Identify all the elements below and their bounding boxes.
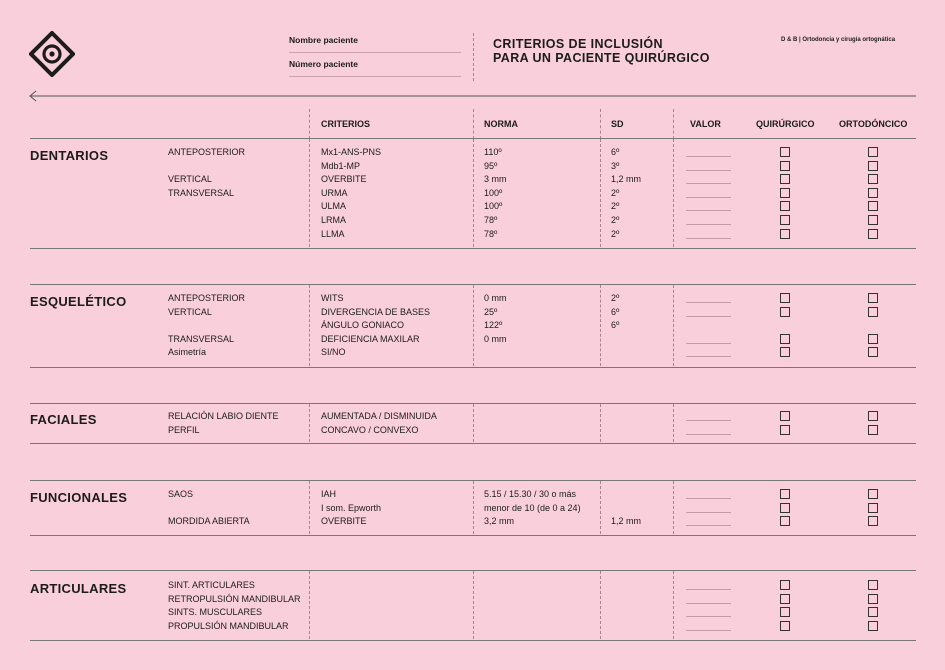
row-category: VERTICAL [168, 174, 212, 185]
section-title: FACIALES [30, 412, 97, 427]
column-divider [473, 109, 474, 139]
row-sd: 2º [611, 228, 620, 239]
quirurgico-checkbox[interactable] [780, 503, 790, 513]
value-input-line[interactable] [686, 498, 731, 499]
value-input-line[interactable] [686, 183, 731, 184]
column-divider [600, 481, 601, 534]
row-sd: 2º [611, 293, 620, 303]
ortodoncico-checkbox[interactable] [868, 334, 878, 344]
row-norm: 3 mm [484, 174, 507, 185]
row-category: ANTEPOSTERIOR [168, 293, 246, 303]
column-header-valor: VALOR [690, 119, 721, 129]
ortodoncico-checkbox[interactable] [868, 425, 878, 435]
ortodoncico-checkbox[interactable] [868, 161, 878, 171]
row-norm: menor de 10 (de 0 a 24) [484, 502, 581, 513]
row-criterion: IAH [321, 489, 337, 499]
column-divider [473, 285, 474, 366]
quirurgico-checkbox[interactable] [780, 594, 790, 604]
ortodoncico-checkbox[interactable] [868, 489, 878, 499]
value-input-line[interactable] [686, 630, 731, 631]
arrow-left-icon[interactable] [28, 89, 916, 101]
row-norm: 122º [484, 320, 503, 331]
quirurgico-checkbox[interactable] [780, 621, 790, 631]
row-category: ANTEPOSTERIOR [168, 147, 246, 157]
value-input-line[interactable] [686, 170, 731, 171]
row-category: RELACIÓN LABIO DIENTE [168, 411, 279, 421]
row-norm: 110º [484, 147, 502, 157]
column-header-ortodoncico: ORTODÓNCICO [839, 119, 908, 129]
row-criterion: SI/NO [321, 347, 346, 358]
row-sd: 1,2 mm [611, 516, 642, 527]
patient-number-label: Número paciente [289, 59, 358, 69]
column-divider [473, 481, 474, 534]
column-divider [309, 571, 310, 639]
column-header-sd: SD [611, 119, 624, 129]
row-norm: 0 mm [484, 333, 507, 344]
section-title: ARTICULARES [30, 581, 127, 596]
row-sd: 6º [611, 320, 620, 331]
column-divider [473, 571, 474, 639]
row-criterion: I som. Epworth [321, 502, 382, 513]
column-header-norma: NORMA [484, 119, 518, 129]
ortodoncico-checkbox[interactable] [868, 347, 878, 357]
row-criterion: LRMA [321, 215, 347, 225]
ortodoncico-checkbox[interactable] [868, 621, 878, 631]
row-category: SINT. ARTICULARES [168, 580, 255, 590]
row-category: VERTICAL [168, 306, 212, 317]
ortodoncico-checkbox[interactable] [868, 147, 878, 157]
quirurgico-checkbox[interactable] [780, 188, 790, 198]
row-criterion: CONCAVO / CONVEXO [321, 424, 419, 435]
column-divider [673, 481, 674, 534]
ortodoncico-checkbox[interactable] [868, 293, 878, 303]
value-input-line[interactable] [686, 343, 731, 344]
column-divider [473, 404, 474, 442]
column-header-quirurgico: QUIRÚRGICO [756, 119, 815, 129]
ortodoncico-checkbox[interactable] [868, 580, 878, 590]
value-input-line[interactable] [686, 420, 731, 421]
quirurgico-checkbox[interactable] [780, 174, 790, 184]
section-bottom-rule [30, 248, 916, 249]
ortodoncico-checkbox[interactable] [868, 188, 878, 198]
section-title: FUNCIONALES [30, 490, 128, 505]
row-category: PERFIL [168, 424, 200, 435]
quirurgico-checkbox[interactable] [780, 229, 790, 239]
column-divider [673, 404, 674, 442]
row-criterion: WITS [321, 293, 344, 303]
quirurgico-checkbox[interactable] [780, 334, 790, 344]
row-criterion: DEFICIENCIA MAXILAR [321, 333, 420, 344]
row-norm: 78º [484, 215, 498, 225]
column-divider [309, 285, 310, 366]
row-norm: 0 mm [484, 293, 507, 303]
quirurgico-checkbox[interactable] [780, 147, 790, 157]
page-title-line2: PARA UN PACIENTE QUIRÚRGICO [493, 51, 710, 65]
column-header-criterios: CRITERIOS [321, 119, 371, 129]
ortodoncico-checkbox[interactable] [868, 594, 878, 604]
value-input-line[interactable] [686, 210, 731, 211]
quirurgico-checkbox[interactable] [780, 161, 790, 171]
diamond-target-logo [29, 31, 75, 77]
row-category: MORDIDA ABIERTA [168, 516, 250, 527]
ortodoncico-checkbox[interactable] [868, 174, 878, 184]
row-sd: 2º [611, 215, 620, 225]
value-input-line[interactable] [686, 156, 731, 157]
section-bottom-rule [30, 367, 916, 368]
quirurgico-checkbox[interactable] [780, 489, 790, 499]
row-criterion: Mdb1-MP [321, 160, 361, 171]
patient-name-field[interactable] [289, 52, 461, 53]
quirurgico-checkbox[interactable] [780, 607, 790, 617]
row-norm: 100º [484, 201, 503, 212]
quirurgico-checkbox[interactable] [780, 307, 790, 317]
row-criterion: OVERBITE [321, 174, 367, 185]
row-category: PROPULSIÓN MANDIBULAR [168, 620, 289, 631]
row-sd: 6º [611, 306, 620, 317]
ortodoncico-checkbox[interactable] [868, 516, 878, 526]
page-title-line1: CRITERIOS DE INCLUSIÓN [493, 37, 663, 51]
quirurgico-checkbox[interactable] [780, 201, 790, 211]
brand-label: D & B | Ortodoncia y cirugía ortognática [781, 37, 896, 43]
value-input-line[interactable] [686, 512, 731, 513]
row-sd: 2º [611, 187, 620, 198]
column-divider [309, 481, 310, 534]
header-divider [473, 33, 474, 81]
ortodoncico-checkbox[interactable] [868, 503, 878, 513]
column-divider [600, 139, 601, 247]
row-norm: 78º [484, 228, 498, 239]
row-criterion: ULMA [321, 201, 347, 212]
column-divider [309, 404, 310, 442]
row-category: RETROPULSIÓN MANDIBULAR [168, 593, 301, 604]
quirurgico-checkbox[interactable] [780, 580, 790, 590]
value-input-line[interactable] [686, 434, 731, 435]
row-norm: 95º [484, 160, 498, 171]
row-category: Asimetría [168, 347, 207, 358]
section-bottom-rule [30, 640, 916, 641]
ortodoncico-checkbox[interactable] [868, 215, 878, 225]
row-criterion: LLMA [321, 228, 345, 239]
row-norm: 3,2 mm [484, 516, 515, 527]
value-input-line[interactable] [686, 224, 731, 225]
row-sd: 1,2 mm [611, 174, 642, 185]
column-divider [309, 109, 310, 139]
value-input-line[interactable] [686, 238, 731, 239]
column-divider [673, 571, 674, 639]
column-divider [600, 404, 601, 442]
row-sd: 6º [611, 147, 620, 157]
row-norm: 100º [484, 187, 503, 198]
value-input-line[interactable] [686, 603, 731, 604]
row-category: TRANSVERSAL [168, 333, 235, 344]
ortodoncico-checkbox[interactable] [868, 201, 878, 211]
quirurgico-checkbox[interactable] [780, 425, 790, 435]
column-divider [600, 285, 601, 366]
section-bottom-rule [30, 443, 916, 444]
column-divider [600, 109, 601, 139]
row-sd: 2º [611, 201, 620, 212]
row-category: SINTS. MUSCULARES [168, 607, 263, 618]
value-input-line[interactable] [686, 197, 731, 198]
row-criterion: URMA [321, 187, 348, 198]
row-category: TRANSVERSAL [168, 187, 235, 198]
patient-number-field[interactable] [289, 76, 461, 77]
value-input-line[interactable] [686, 356, 731, 357]
column-divider [309, 139, 310, 247]
row-norm: 5.15 / 15.30 / 30 o más [484, 489, 577, 499]
column-divider [600, 571, 601, 639]
section-title: ESQUELÉTICO [30, 294, 127, 309]
row-criterion: DIVERGENCIA DE BASES [321, 306, 431, 317]
quirurgico-checkbox[interactable] [780, 293, 790, 303]
row-criterion: AUMENTADA / DISMINUIDA [321, 411, 437, 421]
quirurgico-checkbox[interactable] [780, 411, 790, 421]
value-input-line[interactable] [686, 616, 731, 617]
row-criterion: ÁNGULO GONIACO [321, 320, 405, 331]
value-input-line[interactable] [686, 525, 731, 526]
row-criterion: Mx1-ANS-PNS [321, 147, 382, 157]
row-sd: 3º [611, 160, 620, 171]
quirurgico-checkbox[interactable] [780, 215, 790, 225]
ortodoncico-checkbox[interactable] [868, 229, 878, 239]
row-category: SAOS [168, 489, 194, 499]
value-input-line[interactable] [686, 302, 731, 303]
column-divider [473, 139, 474, 247]
column-divider [673, 139, 674, 247]
quirurgico-checkbox[interactable] [780, 347, 790, 357]
ortodoncico-checkbox[interactable] [868, 307, 878, 317]
patient-name-label: Nombre paciente [289, 35, 358, 45]
ortodoncico-checkbox[interactable] [868, 607, 878, 617]
column-divider [673, 285, 674, 366]
quirurgico-checkbox[interactable] [780, 516, 790, 526]
section-title: DENTARIOS [30, 148, 109, 163]
value-input-line[interactable] [686, 589, 731, 590]
ortodoncico-checkbox[interactable] [868, 411, 878, 421]
column-divider [673, 109, 674, 139]
value-input-line[interactable] [686, 316, 731, 317]
row-criterion: OVERBITE [321, 516, 367, 527]
section-bottom-rule [30, 535, 916, 536]
row-norm: 25º [484, 306, 498, 317]
